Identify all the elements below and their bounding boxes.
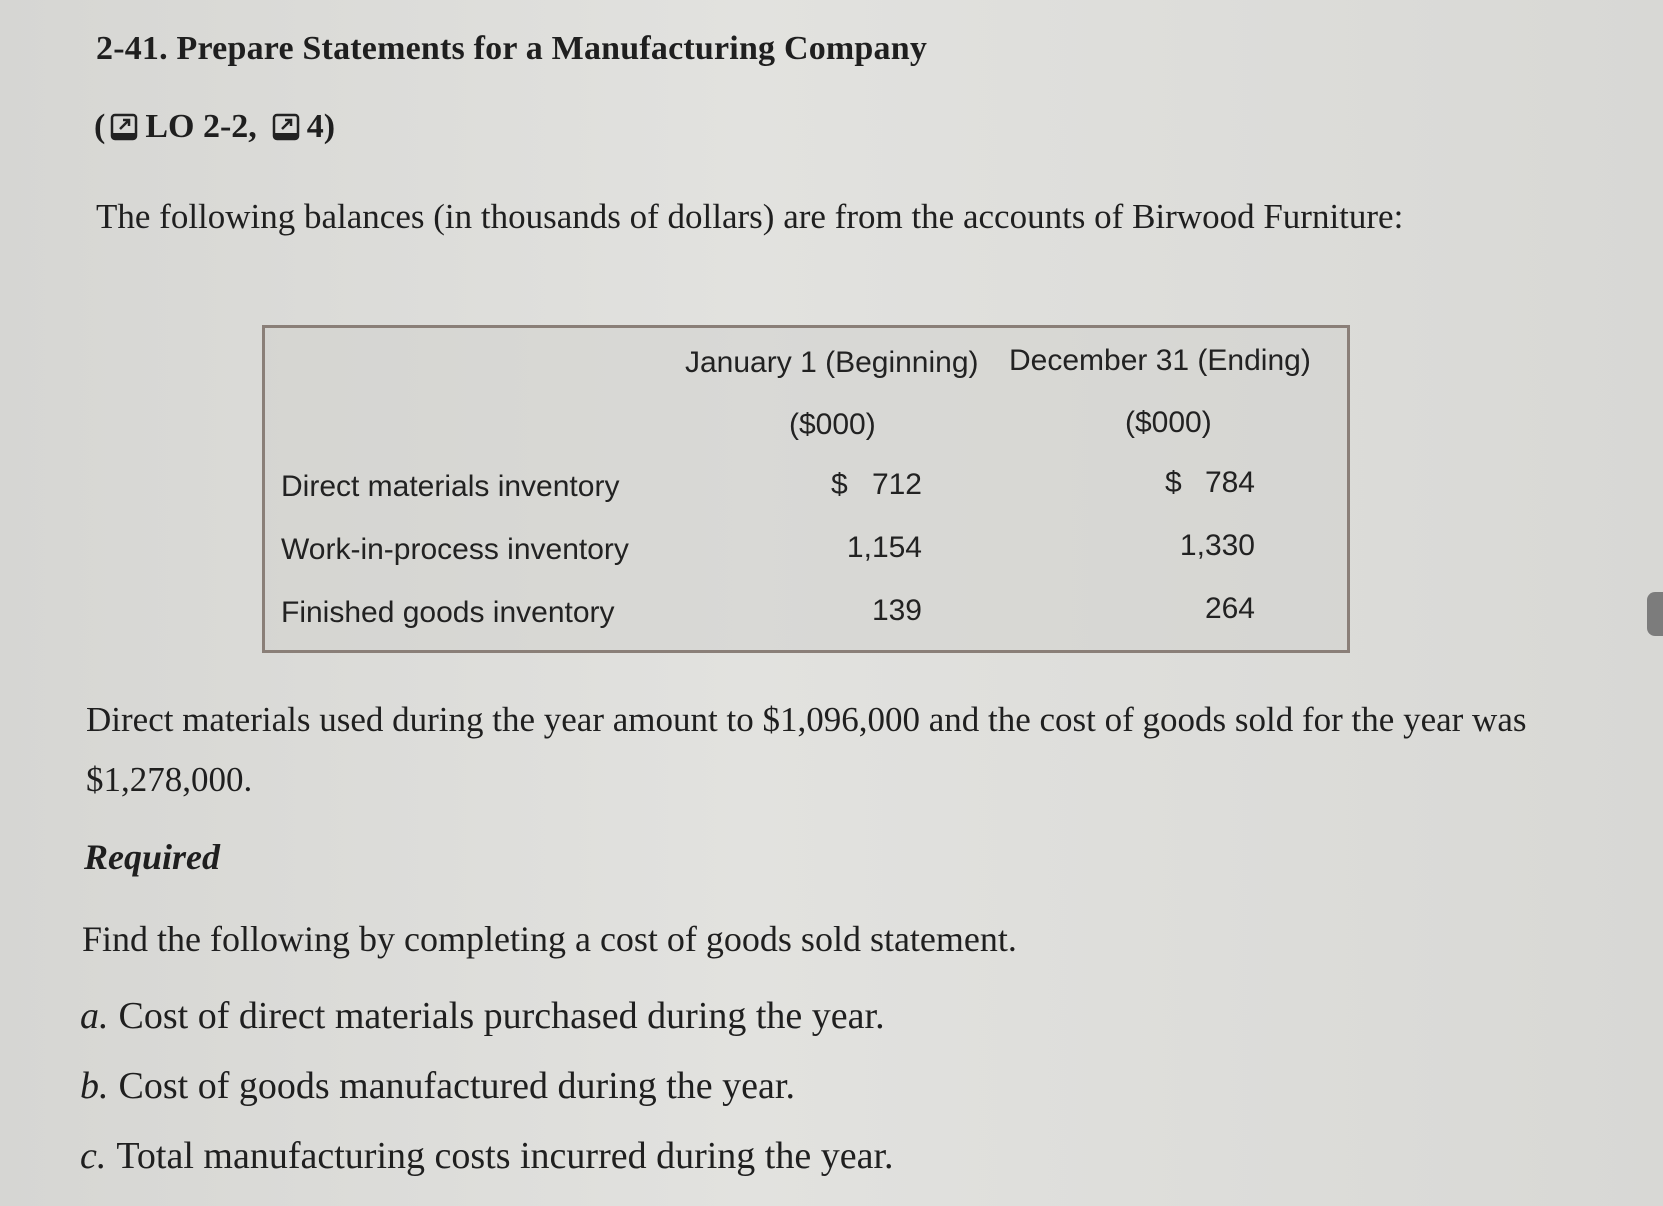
- value-wip-ending: 1,330: [1179, 529, 1255, 562]
- lo-link-1[interactable]: LO 2-2,: [145, 108, 257, 145]
- item-letter: b.: [80, 1065, 109, 1107]
- lo-link-2[interactable]: 4): [306, 108, 336, 145]
- value-dm-ending: 784: [1204, 466, 1255, 499]
- value-wip-beginning: 1,154: [846, 531, 922, 564]
- learning-objectives: [94, 108, 335, 146]
- value-fg-beginning: 139: [871, 594, 922, 627]
- item-text: Cost of goods manufactured during the year.: [118, 1065, 795, 1107]
- value-fg-ending: 264: [1204, 592, 1255, 625]
- required-item-b: [80, 1064, 795, 1108]
- column-header-ending: December 31 (Ending): [1009, 344, 1311, 377]
- required-item-a: [80, 994, 885, 1038]
- lo-open-paren: (: [94, 108, 106, 145]
- item-text: Total manufacturing costs incurred during the year.: [116, 1135, 894, 1177]
- intro-paragraph: The following balances (in thousands of dollars) are from the accounts of Birwood Furniture:: [96, 197, 1404, 236]
- row-label-finished-goods: Finished goods inventory: [281, 596, 615, 629]
- item-letter: a.: [80, 995, 109, 1037]
- required-item-c: [80, 1134, 894, 1178]
- required-instruction: Find the following by completing a cost of goods sold statement.: [82, 919, 1017, 959]
- required-heading: Required: [84, 837, 221, 877]
- value-dm-beginning: 712: [871, 468, 922, 501]
- facts-paragraph: Direct materials used during the year amount to $1,096,000 and the cost of goods sold for the year was $1,278,000.: [86, 700, 1527, 799]
- column-unit-beginning: ($000): [789, 408, 876, 441]
- scrollbar-handle[interactable]: [1647, 592, 1663, 636]
- problem-title: 2-41. Prepare Statements for a Manufacturing Company: [96, 30, 928, 67]
- row-label-work-in-process: Work-in-process inventory: [281, 533, 629, 566]
- external-link-icon[interactable]: [271, 112, 301, 142]
- column-header-beginning: January 1 (Beginning): [685, 346, 979, 379]
- inventory-balances-table: [262, 325, 1350, 653]
- currency-symbol: $: [1165, 466, 1182, 499]
- item-letter: c.: [80, 1135, 107, 1177]
- item-text: Cost of direct materials purchased during the year.: [118, 995, 885, 1037]
- column-unit-ending: ($000): [1125, 406, 1212, 439]
- external-link-icon[interactable]: [109, 112, 139, 142]
- currency-symbol: $: [831, 468, 848, 501]
- row-label-direct-materials: Direct materials inventory: [281, 470, 620, 503]
